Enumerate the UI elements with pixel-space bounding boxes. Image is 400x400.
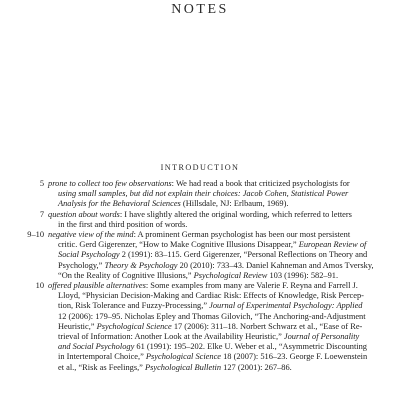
note-line — [48, 332, 366, 342]
note-line-text: Social Psychology 2 (1991): 83–115. Gerd Gigerenzer, “Personal Reflections on Theory and — [58, 250, 368, 260]
page-heading: NOTES — [171, 2, 229, 17]
note-line — [48, 363, 366, 373]
note-line-text: Psychology,” Theory & Psychology 20 (2010): 733–43. Daniel Kahneman and Amos Tversky, — [58, 260, 374, 270]
note-line-text: : We had read a book that criticized psychologists for — [171, 179, 350, 188]
section-title: INTRODUCTION — [160, 163, 240, 172]
note-line — [48, 240, 366, 250]
note-line — [48, 301, 366, 311]
note-cue-phrase: question about words — [48, 209, 120, 219]
note-cue-phrase: using small samples, but did not explain their choices: Jacob Cohen, — [58, 189, 291, 199]
note-text — [48, 179, 366, 210]
note-page-number: 5 — [39, 179, 44, 188]
notes-list — [0, 179, 400, 373]
note-line-text: and Social Psychology 61 (1991): 195–202. Elke U. Weber et al., “Asymmetric Discounting — [58, 342, 367, 352]
note-text — [48, 281, 366, 373]
note-line-text: in the first and third position of words. — [58, 219, 188, 229]
note-line-text: in Intertemporal Choice,” Psychological Science 18 (2007): 516–23. George F. Loewenstein — [58, 352, 368, 362]
note-page-number: 9–10 — [27, 230, 44, 240]
note-page-number: 7 — [39, 209, 44, 219]
note-cue-phrase: prone to collect too few observations — [48, 179, 172, 188]
note-line — [48, 230, 366, 240]
note-line — [48, 312, 366, 322]
note-line — [48, 189, 366, 199]
note-line — [48, 281, 366, 291]
note-line-text: Lloyd, “Physician Decision-Making and Cardiac Risk: Effects of Knowledge, Risk Percep- — [58, 291, 364, 301]
note-line-text: trieval of Information: Another Look at the Availability Heuristic,” Journal of Personality — [58, 332, 360, 342]
note-line-text: : A prominent German psychologist has been our most persistent — [133, 230, 351, 240]
note-line-text: critic. Gerd Gigerenzer, “How to Make Cognitive Illusions Disappear,” European Review of — [58, 240, 367, 250]
note-line — [48, 352, 366, 362]
note-page-number: 10 — [35, 281, 44, 291]
note-item — [0, 281, 400, 373]
note-item — [0, 179, 400, 210]
note-line-text: tion, Risk Tolerance and Fuzzy-Processing,” Journal of Experimental Psychology: Applied — [58, 301, 363, 311]
note-line — [48, 291, 366, 301]
note-item — [0, 230, 400, 281]
note-line-text: : Some examples from many are Valerie F. Reyna and Farrell J. — [145, 281, 358, 291]
note-line — [48, 179, 366, 189]
note-line — [48, 220, 366, 230]
note-line-text: Heuristic,” Psychological Science 17 (2006): 311–18. Norbert Schwarz et al., “Ease of Re- — [58, 321, 363, 331]
note-text — [48, 210, 366, 230]
note-line-text: (Hillsdale, NJ: Erlbaum, 1969). — [180, 199, 289, 209]
note-item — [0, 210, 400, 230]
note-line — [48, 250, 366, 260]
note-line — [48, 199, 366, 209]
note-text — [48, 230, 374, 281]
note-cue-phrase: offered plausible alternatives — [48, 281, 146, 291]
note-line-text: et al., “Risk as Feelings,” Psychological Bulletin 127 (2001): 267–86. — [58, 362, 292, 372]
note-cue-phrase: Analysis for the Behavioral Sciences — [58, 199, 181, 209]
note-line — [48, 210, 366, 220]
note-line — [48, 322, 366, 332]
note-line-text: : I have slightly altered the original wording, which referred to letters — [119, 209, 352, 219]
note-line-text: “On the Reality of Cognitive Illusions,” Psychological Review 103 (1996): 582–91. — [58, 270, 339, 280]
note-line — [48, 271, 366, 281]
note-line — [48, 260, 374, 271]
note-line-text: Statistical Power — [290, 189, 349, 199]
note-line-text: 12 (2006): 179–95. Nicholas Epley and Thomas Gilovich, “The Anchoring-and-Adjustment — [58, 311, 366, 321]
note-cue-phrase: negative view of the mind — [48, 230, 134, 240]
note-line — [48, 342, 366, 352]
